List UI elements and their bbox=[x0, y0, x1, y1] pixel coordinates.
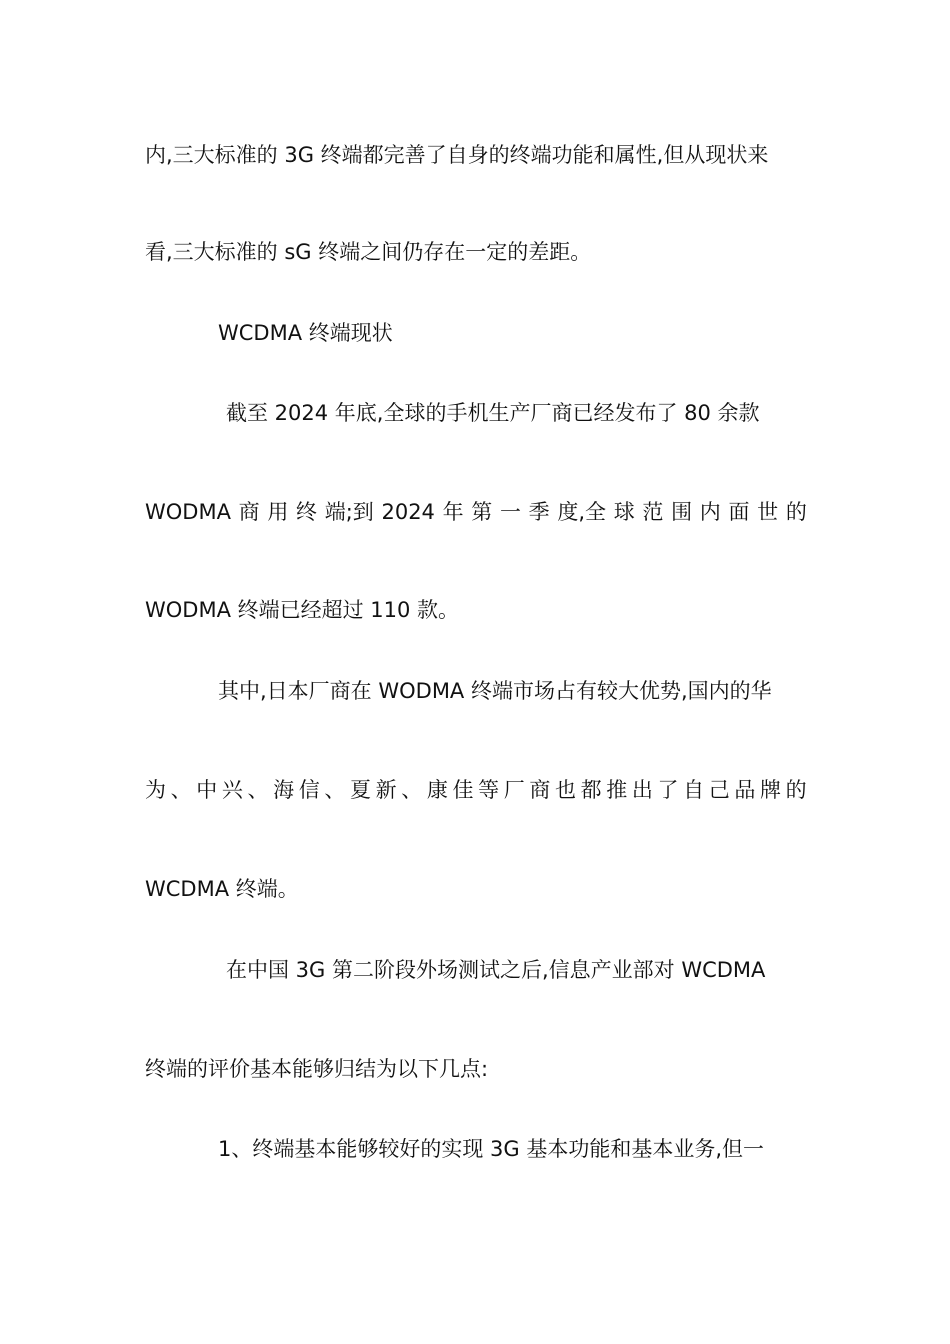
word: 的 bbox=[785, 500, 807, 524]
word: 端;到 bbox=[324, 500, 374, 524]
paragraph-line-9: WCDMA 终端。 bbox=[145, 877, 299, 901]
word: 厂 bbox=[503, 778, 525, 802]
word: 推 bbox=[606, 778, 628, 802]
word: 为 bbox=[145, 778, 166, 802]
word: 终 bbox=[296, 500, 318, 524]
word: 出 bbox=[631, 778, 653, 802]
word: 、 bbox=[401, 778, 423, 802]
word: 信 bbox=[298, 778, 320, 802]
word: 的 bbox=[785, 778, 807, 802]
paragraph-line-4: 截至 2024 年底,全球的手机生产厂商已经发布了 80 余款 bbox=[226, 401, 760, 425]
word: 佳 bbox=[452, 778, 474, 802]
word: 、 bbox=[170, 778, 192, 802]
paragraph-line-11: 终端的评价基本能够归结为以下几点: bbox=[145, 1057, 489, 1081]
word: 、 bbox=[247, 778, 269, 802]
word: 商 bbox=[529, 778, 551, 802]
word: 等 bbox=[478, 778, 500, 802]
word: 季 bbox=[528, 500, 550, 524]
word: 2024 bbox=[381, 500, 435, 524]
word: 新 bbox=[375, 778, 397, 802]
word: 康 bbox=[426, 778, 448, 802]
word: 世 bbox=[757, 500, 779, 524]
word: 品 bbox=[734, 778, 756, 802]
word: 中 bbox=[196, 778, 218, 802]
word: 兴 bbox=[221, 778, 243, 802]
word: 用 bbox=[267, 500, 289, 524]
word: WODMA bbox=[145, 500, 231, 524]
word: 商 bbox=[238, 500, 260, 524]
word: 牌 bbox=[760, 778, 781, 802]
section-heading: WCDMA 终端现状 bbox=[218, 321, 393, 345]
word: 年 bbox=[442, 500, 464, 524]
word: 、 bbox=[324, 778, 346, 802]
word: 己 bbox=[708, 778, 730, 802]
word: 围 bbox=[671, 500, 693, 524]
paragraph-line-10: 在中国 3G 第二阶段外场测试之后,信息产业部对 WCDMA bbox=[226, 958, 766, 982]
word: 面 bbox=[728, 500, 750, 524]
word: 内 bbox=[699, 500, 721, 524]
paragraph-line-8 bbox=[145, 775, 807, 805]
word: 球 bbox=[613, 500, 635, 524]
word: 第 bbox=[471, 500, 493, 524]
paragraph-line-5 bbox=[145, 497, 807, 527]
word: 度,全 bbox=[557, 500, 607, 524]
word: 都 bbox=[580, 778, 602, 802]
word: 海 bbox=[273, 778, 295, 802]
word: 范 bbox=[642, 500, 664, 524]
word: 一 bbox=[499, 500, 521, 524]
paragraph-line-2: 看,三大标准的 sG 终端之间仍存在一定的差距。 bbox=[145, 240, 592, 264]
paragraph-line-7: 其中,日本厂商在 WODMA 终端市场占有较大优势,国内的华 bbox=[218, 679, 772, 703]
word: 夏 bbox=[350, 778, 371, 802]
word: 了 bbox=[657, 778, 679, 802]
word: 也 bbox=[555, 778, 576, 802]
paragraph-line-1: 内,三大标准的 3G 终端都完善了自身的终端功能和属性,但从现状来 bbox=[145, 143, 769, 167]
paragraph-line-12: 1、终端基本能够较好的实现 3G 基本功能和基本业务,但一 bbox=[218, 1137, 765, 1161]
paragraph-line-6: WODMA 终端已经超过 110 款。 bbox=[145, 598, 460, 622]
word: 自 bbox=[683, 778, 705, 802]
